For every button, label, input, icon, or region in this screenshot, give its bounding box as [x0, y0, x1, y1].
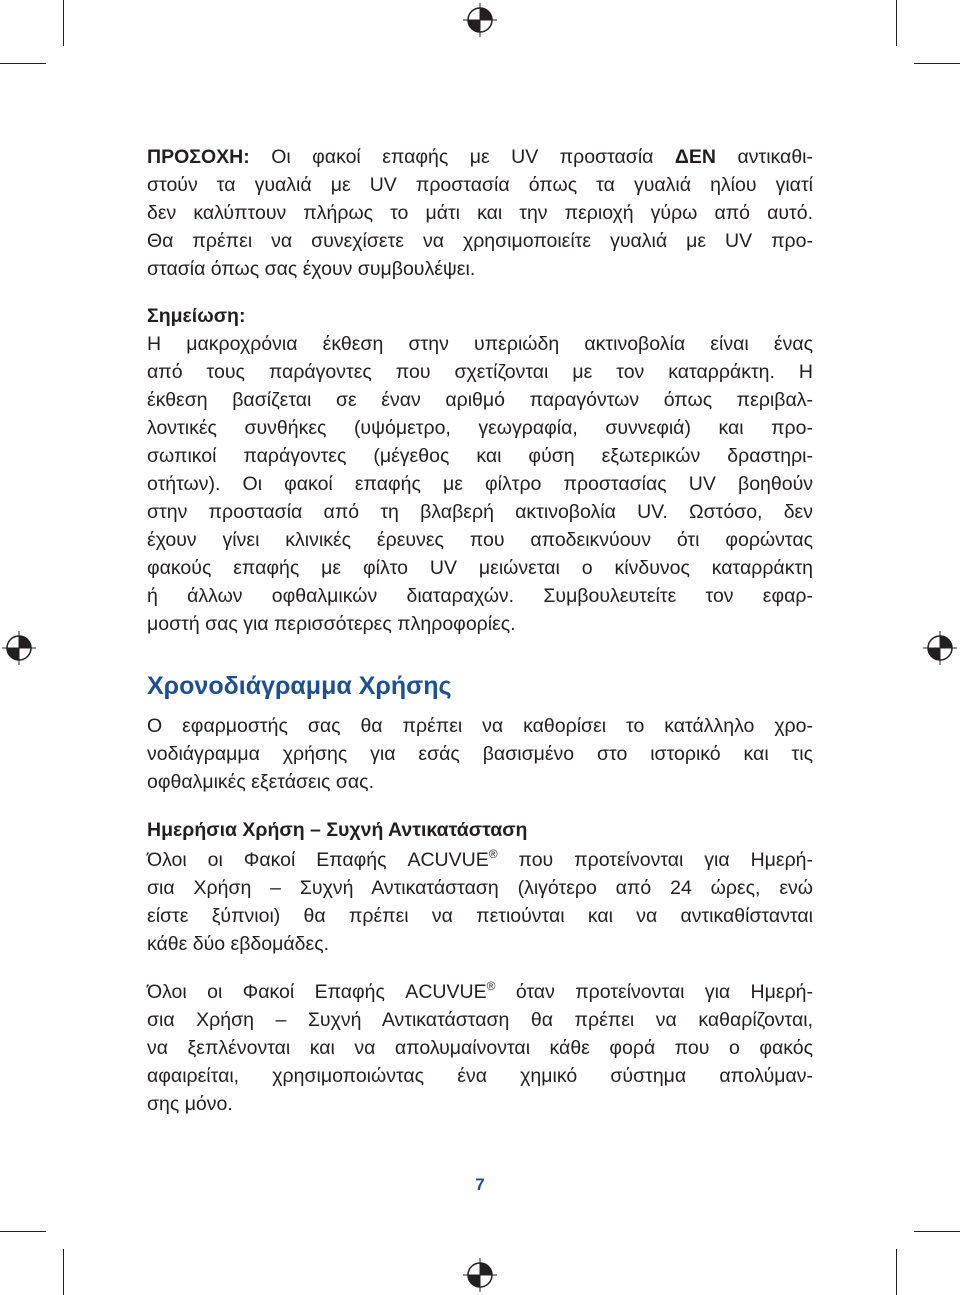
- caution-text: αντικαθι-: [737, 146, 813, 168]
- crop-mark-bottom-right: [896, 1249, 897, 1295]
- caution-label: ΠΡΟΣΟΧΗ:: [147, 146, 250, 168]
- daily-p2-line: σης μόνο.: [147, 1093, 233, 1115]
- registration-mark-right-icon: [923, 631, 957, 665]
- daily-subheading: Ημερήσια Χρήση – Συχνή Αντικατάσταση: [147, 819, 528, 841]
- caution-line-1: [147, 143, 813, 171]
- note-line: ή άλλων οφθαλμικών διαταραχών. Συμβουλευτείτε τον εφαρ-: [147, 585, 813, 607]
- note-line: φακούς επαφής με φίλτο UV μειώνεται ο κίνδυνος καταρράκτη: [147, 557, 813, 579]
- note-line: σωπικοί παράγοντες (μέγεθος και φύση εξωτερικών δραστηρι-: [147, 445, 813, 467]
- note-line: μοστή σας για περισσότερες πληροφορίες.: [147, 613, 516, 635]
- note-line: έχουν γίνει κλινικές έρευνες που αποδεικνύουν ότι φορώντας: [147, 529, 813, 551]
- caution-text: Οι φακοί επαφής με UV προστασία: [271, 146, 654, 168]
- schedule-line: Ο εφαρμοστής σας θα πρέπει να καθορίσει το κατάλληλο χρο-: [147, 715, 813, 737]
- daily-paragraph-2: [147, 978, 813, 1118]
- schedule-line: νοδιάγραμμα χρήσης για εσάς βασισμένο στο ιστορικό και τις: [147, 743, 813, 765]
- daily-p2-line: να ξεπλένονται και να απολυμαίνονται κάθε φορά που ο φακός: [147, 1037, 813, 1059]
- crop-mark-top-left-h: [0, 63, 46, 64]
- daily-paragraph-1: [147, 846, 813, 958]
- daily-text: που προτείνονται για Ημερή-: [518, 849, 814, 871]
- note-section: [147, 302, 813, 638]
- daily-p1-line: είστε ξύπνιοι) θα πρέπει να πετιούνται και να αντικαθίστανται: [147, 905, 813, 927]
- note-line: έκθεση βασίζεται σε έναν αριθμό παραγόντων όπως περιβαλ-: [147, 389, 813, 411]
- schedule-section: [147, 712, 813, 796]
- crop-mark-bottom-left-h: [0, 1231, 46, 1232]
- crop-mark-top-right: [896, 0, 897, 46]
- daily-p2-line-1: [147, 978, 813, 1006]
- crop-mark-bottom-right-h: [914, 1231, 960, 1232]
- caution-line-5: στασία όπως σας έχουν συμβουλέψει.: [147, 258, 476, 280]
- daily-p1-line: κάθε δύο εβδομάδες.: [147, 933, 330, 955]
- registered-mark: ®: [488, 846, 498, 861]
- page-number: 7: [475, 1175, 485, 1194]
- note-line: στην προστασία από τη βλαβερή ακτινοβολία UV. Ωστόσο, δεν: [147, 501, 813, 523]
- schedule-line: οφθαλμικές εξετάσεις σας.: [147, 771, 375, 793]
- registration-mark-left-icon: [2, 631, 36, 665]
- daily-p2-line: σια Χρήση – Συχνή Αντικατάσταση θα πρέπει να καθαρίζονται,: [147, 1009, 813, 1031]
- note-line: λοντικές συνθήκες (υψόμετρο, γεωγραφία, συννεφιά) και προ-: [147, 417, 813, 439]
- note-label-text: Σημείωση:: [147, 305, 246, 327]
- caution-line-4: Θα πρέπει να συνεχίσετε να χρησιμοποιείτε γυαλιά με UV προ-: [147, 230, 813, 252]
- daily-text: Όλοι οι Φακοί Επαφής ACUVUE: [147, 849, 489, 871]
- note-line: από τους παράγοντες που σχετίζονται με τον καταρράκτη. Η: [147, 361, 813, 383]
- daily-text: όταν προτείνονται για Ημερή-: [515, 981, 813, 1003]
- crop-mark-top-right-h: [914, 63, 960, 64]
- daily-p2-line: αφαιρείται, χρησιμοποιώντας ένα χημικό σύστημα απολύμαν-: [147, 1065, 813, 1087]
- note-label: [147, 302, 813, 330]
- registration-mark-top-icon: [463, 3, 497, 37]
- crop-mark-top-left: [63, 0, 64, 46]
- registered-mark: ®: [486, 978, 496, 993]
- registration-mark-bottom-icon: [463, 1258, 497, 1292]
- note-line: Η μακροχρόνια έκθεση στην υπεριώδη ακτινοβολία είναι ένας: [147, 333, 813, 355]
- caution-line-2: στούν τα γυαλιά με UV προστασία όπως τα γυαλιά ηλίου γιατί: [147, 174, 813, 196]
- caution-section: [147, 143, 813, 283]
- caution-line-3: δεν καλύπτουν πλήρως το μάτι και την περιοχή γύρω από αυτό.: [147, 202, 813, 224]
- crop-mark-bottom-left: [63, 1249, 64, 1295]
- schedule-heading: Χρονοδιάγραμμα Χρήσης: [147, 672, 452, 700]
- daily-p1-line-1: [147, 846, 813, 874]
- note-line: οτήτων). Οι φακοί επαφής με φίλτρο προστασίας UV βοηθούν: [147, 473, 813, 495]
- caution-emphasis: ΔΕΝ: [674, 146, 717, 168]
- daily-text: Όλοι οι Φακοί Επαφής ACUVUE: [147, 981, 487, 1003]
- daily-p1-line: σια Χρήση – Συχνή Αντικατάσταση (λιγότερο από 24 ώρες, ενώ: [147, 877, 813, 899]
